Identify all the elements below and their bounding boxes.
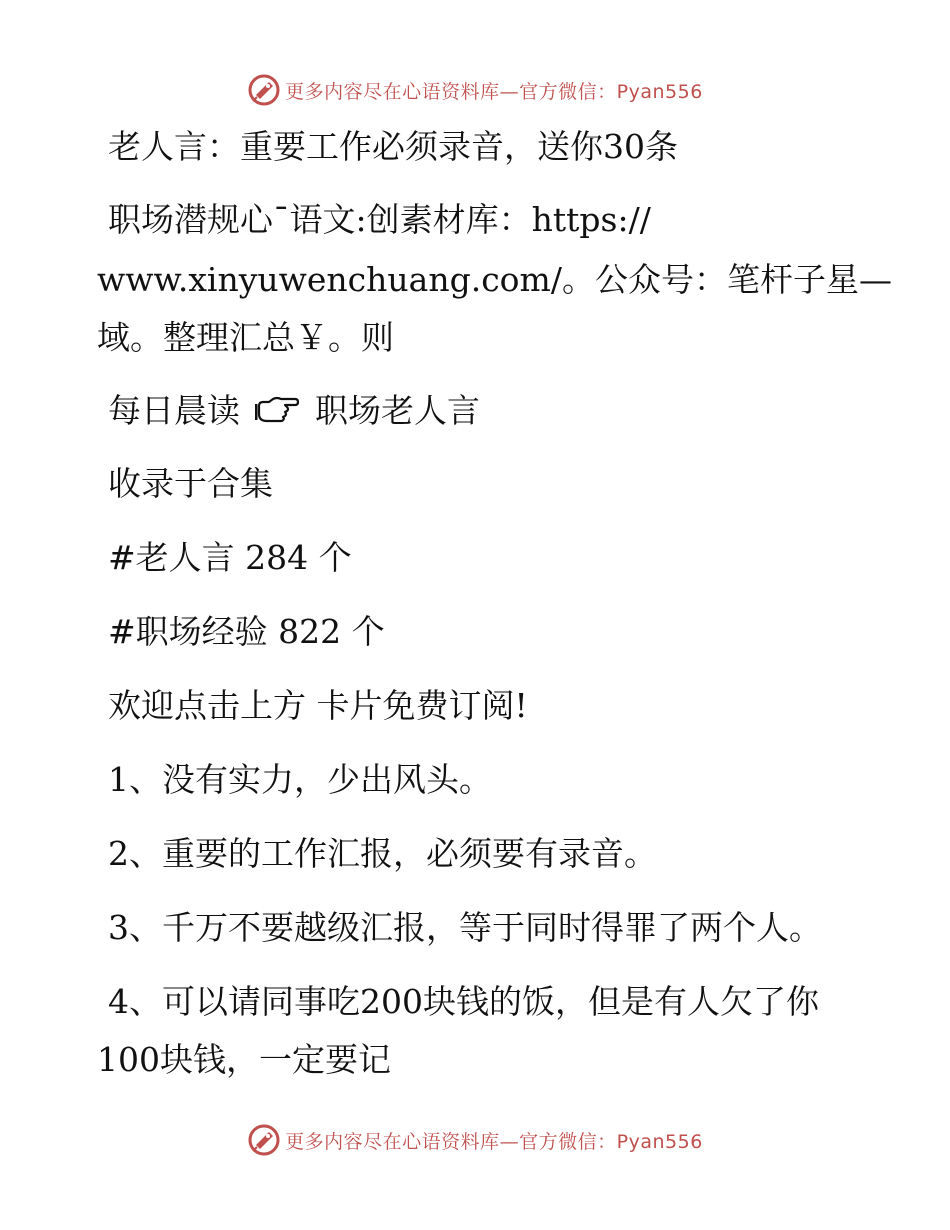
header-banner xyxy=(0,70,950,110)
footer-banner xyxy=(0,1120,950,1160)
doc-line: 职场潜规心¯语文:创素材库：https:// xyxy=(108,200,651,239)
doc-line: www.xinyuwenchuang.com/。公众号：笔杆子星— xyxy=(97,260,892,299)
pen-nib-logo-icon xyxy=(247,1123,281,1157)
collection-label: 收录于合集 xyxy=(108,464,273,503)
doc-title: 老人言：重要工作必须录音，送你30条 xyxy=(108,127,678,166)
list-item: 1、没有实力，少出风头。 xyxy=(108,760,492,799)
list-item: 2、重要的工作汇报，必须要有录音。 xyxy=(108,834,657,873)
list-item: 3、千万不要越级汇报，等于同时得罪了两个人。 xyxy=(108,908,822,947)
pointing-hand-icon xyxy=(255,396,301,426)
banner-wechat-id: Pyan556 xyxy=(616,1130,703,1153)
morning-read-title: 职场老人言 xyxy=(315,391,480,430)
banner-text: 更多内容尽在心语资料库—官方微信： xyxy=(285,1130,617,1153)
banner-wechat-id: Pyan556 xyxy=(616,80,703,103)
banner-text: 更多内容尽在心语资料库—官方微信： xyxy=(285,80,617,103)
doc-line-morning-read xyxy=(108,391,950,431)
pen-nib-logo-icon xyxy=(247,73,281,107)
list-item-continued: 100块钱，一定要记 xyxy=(97,1040,391,1079)
morning-read-label: 每日晨读 xyxy=(108,391,240,430)
list-item: 4、可以请同事吃200块钱的饭，但是有人欠了你 xyxy=(108,982,819,1021)
hashtag-laorenyan[interactable]: #老人言 284 个 xyxy=(108,538,352,577)
subscribe-prompt: 欢迎点击上方 卡片免费订阅! xyxy=(108,686,528,725)
doc-line: 域。整理汇总￥。则 xyxy=(97,318,394,357)
hashtag-zhichang[interactable]: #职场经验 822 个 xyxy=(108,612,385,651)
